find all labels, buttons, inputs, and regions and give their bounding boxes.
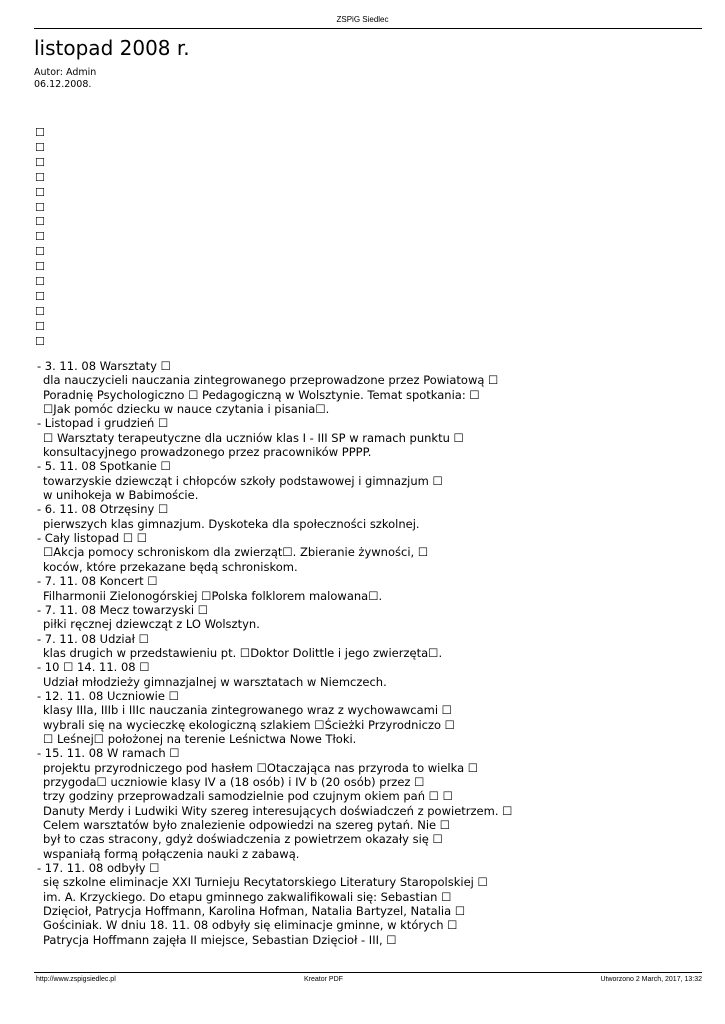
- article-meta: [34, 67, 96, 91]
- placeholder-box: ☐: [35, 230, 45, 244]
- event-entry-line: ☐ Leśnej☐ położonej na terenie Leśnictwa Nowe Tłoki.: [43, 731, 357, 746]
- event-entry-heading: - 7. 11. 08 Udział ☐: [37, 631, 149, 646]
- article-date: 06.12.2008.: [34, 79, 92, 90]
- article-body: [37, 359, 707, 947]
- event-entry-line: Poradnię Psychologiczno ☐ Pedagogiczną w Wolsztynie. Temat spotkania: ☐: [43, 387, 480, 402]
- event-entry-line: piłki ręcznej dziewcząt z LO Wolsztyn.: [43, 617, 260, 632]
- placeholder-box: ☐: [35, 334, 45, 348]
- event-entry-line: pierwszych klas gimnazjum. Dyskoteka dla społeczności szkolnej.: [43, 516, 420, 531]
- event-entry-line: wspaniałą formą połączenia nauki z zabawą.: [43, 846, 300, 861]
- placeholder-box: ☐: [35, 304, 45, 318]
- event-entry-line: Filharmonii Zielonogórskiej ☐Polska folklorem malowana☐.: [43, 588, 383, 603]
- event-entry-line: trzy godziny przeprowadzali samodzielnie pod czujnym okiem pań ☐ ☐: [43, 789, 453, 804]
- event-entry: [37, 746, 707, 861]
- event-entry-line: dla nauczycieli nauczania zintegrowanego przeprowadzone przez Powiatową ☐: [43, 373, 499, 388]
- event-entry-line: Patrycja Hoffmann zajęła II miejsce, Sebastian Dzięcioł - III, ☐: [43, 932, 397, 947]
- placeholder-box: ☐: [35, 260, 45, 274]
- event-entry-heading: - 10 ☐ 14. 11. 08 ☐: [37, 660, 150, 675]
- event-entry-heading: - 3. 11. 08 Warsztaty ☐: [37, 359, 171, 373]
- footer-url: http://www.zspigsiedlec.pl: [36, 976, 116, 983]
- placeholder-box: ☐: [35, 319, 45, 333]
- event-entry-heading: - 15. 11. 08 W ramach ☐: [37, 746, 180, 761]
- placeholder-box: ☐: [35, 289, 45, 303]
- event-entry: [37, 502, 707, 531]
- placeholder-box: ☐: [35, 155, 45, 169]
- event-entry-heading: - Cały listopad ☐ ☐: [37, 531, 148, 546]
- site-header: ZSPiG Siedlec: [336, 15, 389, 24]
- event-entry: [37, 531, 707, 574]
- event-entry: [37, 632, 707, 661]
- placeholder-box: ☐: [35, 170, 45, 184]
- placeholder-box: ☐: [35, 245, 45, 259]
- event-entry-line: konsultacyjnego prowadzonego przez pracowników PPPP.: [43, 445, 372, 460]
- placeholder-box: ☐: [35, 126, 45, 139]
- event-entry-line: był to czas stracony, gdyż doświadczenia z powietrzem okazały się ☐: [43, 832, 443, 847]
- event-entry-line: Dzięcioł, Patrycja Hoffmann, Karolina Hofman, Natalia Bartyzel, Natalia ☐: [43, 904, 466, 919]
- event-entry-heading: - 7. 11. 08 Koncert ☐: [37, 574, 158, 589]
- event-entry-heading: - 7. 11. 08 Mecz towarzyski ☐: [37, 602, 209, 617]
- placeholder-box: ☐: [35, 275, 45, 289]
- event-entry: [37, 416, 707, 459]
- event-entry-heading: - 17. 11. 08 odbyły ☐: [37, 861, 160, 876]
- event-entry-line: wybrali się na wycieczkę ekologiczną szlakiem ☐Ścieżki Przyrodniczo ☐: [43, 717, 455, 732]
- event-entry-line: koców, które przekazane będą schroniskom.: [43, 559, 298, 574]
- event-entry-line: Celem warsztatów było znalezienie odpowiedzi na szereg pytań. Nie ☐: [43, 818, 451, 832]
- event-entry-heading: - 6. 11. 08 Otrzęsiny ☐: [37, 502, 169, 517]
- event-entry-heading: - 12. 11. 08 Uczniowie ☐: [37, 688, 179, 703]
- placeholder-box: ☐: [35, 215, 45, 229]
- event-entry-line: ☐Akcja pomocy schroniskom dla zwierząt☐. Zbieranie żywności, ☐: [43, 545, 429, 560]
- event-entry: [37, 861, 707, 947]
- placeholder-box: ☐: [35, 140, 45, 154]
- footer-generator: Kreator PDF: [304, 976, 343, 983]
- article-title: listopad 2008 r.: [34, 36, 190, 60]
- event-entry-line: się szkolne eliminacje XXI Turnieju Recytatorskiego Literatury Staropolskiej ☐: [43, 875, 488, 890]
- event-entry-line: Gościniak. W dniu 18. 11. 08 odbyły się eliminacje gminne, w których ☐: [43, 918, 458, 933]
- event-entry: [37, 359, 707, 416]
- event-entry-heading: - Listopad i grudzień ☐: [37, 416, 169, 431]
- placeholder-box-column: [35, 126, 45, 350]
- event-entry-line: w unihokeja w Babimoście.: [43, 488, 199, 503]
- event-entry: [37, 689, 707, 746]
- event-entry-line: ☐ Warsztaty terapeutyczne dla uczniów klas I - III SP w ramach punktu ☐: [43, 430, 464, 445]
- event-entry: [37, 459, 707, 502]
- event-entry-line: towarzyskie dziewcząt i chłopców szkoły podstawowej i gimnazjum ☐: [43, 473, 443, 488]
- event-entry-heading: - 5. 11. 08 Spotkanie ☐: [37, 459, 171, 474]
- footer-created: Utworzono 2 March, 2017, 13:32: [600, 976, 702, 983]
- event-entry-line: Danuty Merdy i Ludwiki Wity szereg interesujących doświadczeń z powietrzem. ☐: [43, 803, 513, 818]
- event-entry-line: ☐Jak pomóc dziecku w nauce czytania i pisania☐.: [43, 402, 330, 417]
- event-entry-line: klas drugich w przedstawieniu pt. ☐Doktor Dolittle i jego zwierzęta☐.: [43, 645, 443, 660]
- event-entry-line: klasy IIIa, IIIb i IIIc nauczania zintegrowanego wraz z wychowawcami ☐: [43, 703, 452, 718]
- author-line: Autor: Admin: [34, 67, 97, 78]
- event-entry-line: im. A. Krzyckiego. Do etapu gminnego zakwalifikowali się: Sebastian ☐: [43, 889, 452, 904]
- event-entry-line: Udział młodzieży gimnazjalnej w warsztatach w Niemczech.: [43, 674, 387, 689]
- event-entry-line: projektu przyrodniczego pod hasłem ☐Otaczająca nas przyroda to wielka ☐: [43, 760, 479, 775]
- event-entry-line: przygoda☐ uczniowie klasy IV a (18 osób) i IV b (20 osób) przez ☐: [43, 774, 425, 789]
- footer-divider: [34, 972, 702, 973]
- event-entry: [37, 660, 707, 689]
- event-entry: [37, 603, 707, 632]
- header-divider: [34, 28, 702, 29]
- event-entry: [37, 574, 707, 603]
- placeholder-box: ☐: [35, 200, 45, 214]
- placeholder-box: ☐: [35, 185, 45, 199]
